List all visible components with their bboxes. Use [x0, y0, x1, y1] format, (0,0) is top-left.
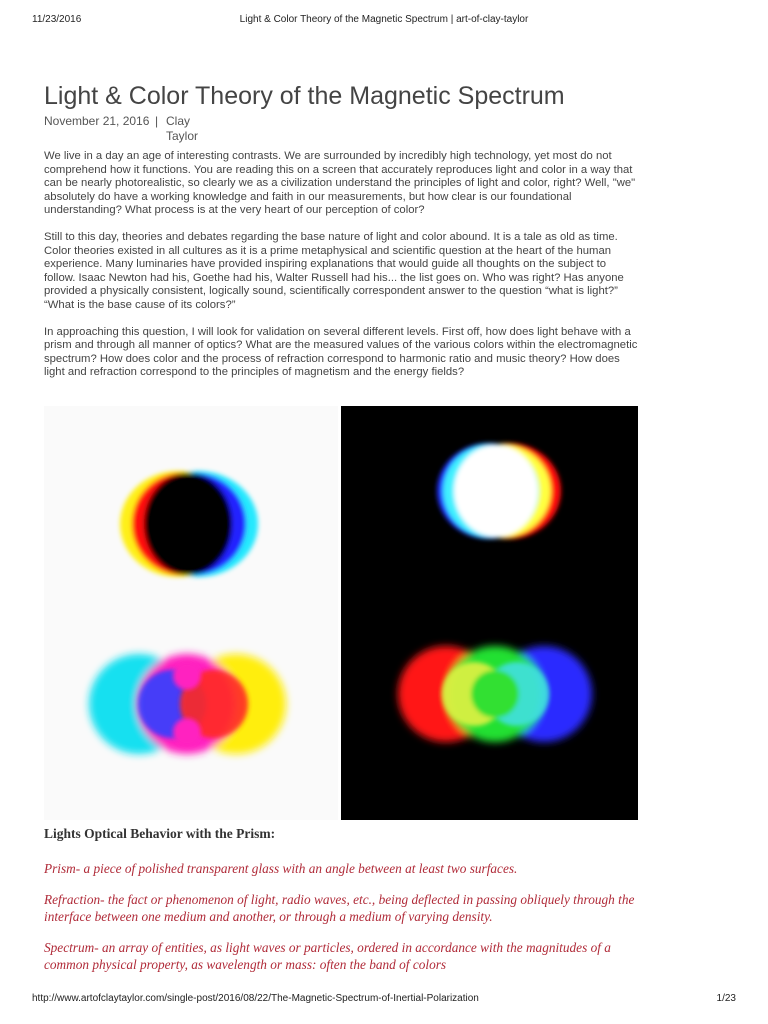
definition-prism: Prism- a piece of polished transparent glass with an angle between at least two surfaces. — [44, 861, 518, 876]
article-meta — [44, 114, 640, 144]
print-page-title: Light & Color Theory of the Magnetic Spectrum | art-of-clay-taylor — [239, 14, 529, 25]
prism-figure — [44, 406, 638, 820]
print-header — [0, 14, 768, 30]
print-footer — [0, 993, 768, 1009]
print-page-number: 1/23 — [716, 993, 736, 1004]
print-source-url[interactable]: http://www.artofclaytaylor.com/single-post/2016/08/22/The-Magnetic-Spectrum-of-Inertial-Polarization — [32, 993, 479, 1004]
author-link[interactable]: Clay Taylor — [166, 114, 199, 143]
additive-color-panel — [341, 406, 638, 820]
fringed-dark-disk — [120, 471, 258, 577]
additive-color-image — [341, 406, 638, 820]
article — [44, 80, 640, 393]
paragraph: We live in a day an age of interesting contrasts. We are surrounded by incredibly high technology, yet most do not comprehend how it functions. You are reading this on a screen that accurately reproduces light and color in a way that can be nearly photorealistic, so clearly we as a civilization understand the principles of light and color, right? Well, "we" absolutely do have a working knowledge and faith in our measurements, but how clear is our foundational understanding? What process is at the very heart of our perception of color? — [44, 150, 636, 217]
post-date: November 21, 2016 — [44, 114, 150, 128]
article-title: Light & Color Theory of the Magnetic Spectrum — [44, 82, 565, 110]
subtractive-color-image — [44, 406, 338, 820]
section-heading: Lights Optical Behavior with the Prism: — [44, 826, 276, 841]
subtractive-color-panel — [44, 406, 338, 820]
paragraph: In approaching this question, I will look for validation on several different levels. First off, how does light behave with a prism and through all manner of optics? What are the measured values of the various colors within the electromagnetic spectrum? How does color and the process of refraction correspond to harmonic ratio and music theory? How does light and refraction correspond to the principles of magnetism and the energy fields? — [44, 325, 638, 379]
definitions-list — [44, 860, 644, 987]
meta-separator: | — [155, 114, 159, 128]
print-date: 11/23/2016 — [32, 14, 82, 25]
overlap-regions-dark — [442, 662, 549, 726]
definition-refraction: Refraction- the fact or phenomenon of light, radio waves, etc., being deflected in passing obliquely through the interface between one medium and another, or through a medium of varying density. — [44, 892, 635, 924]
paragraph: Still to this day, theories and debates regarding the base nature of light and color abound. It is a tale as old as time. Color theories existed in all cultures as it is a prime metaphysical and scientific question at the heart of the human experience. Many luminaries have provided inspiring explanations that would guide all thoughts on the subject to follow. Isaac Newton had his, Goethe had his, Walter Russell had his... the list goes on. Who was right? Has anyone provided a physically consistent, logically sound, scientifically correspondent answer to the question “what is light?” “What is the base cause of its colors?” — [44, 230, 624, 311]
fringed-white-disk — [437, 443, 561, 539]
article-body — [44, 150, 640, 380]
definition-spectrum: Spectrum- an array of entities, as light waves or particles, ordered in accordance with the magnitudes of a common physical property, as wavelength or mass: often the band of colors — [44, 940, 611, 972]
